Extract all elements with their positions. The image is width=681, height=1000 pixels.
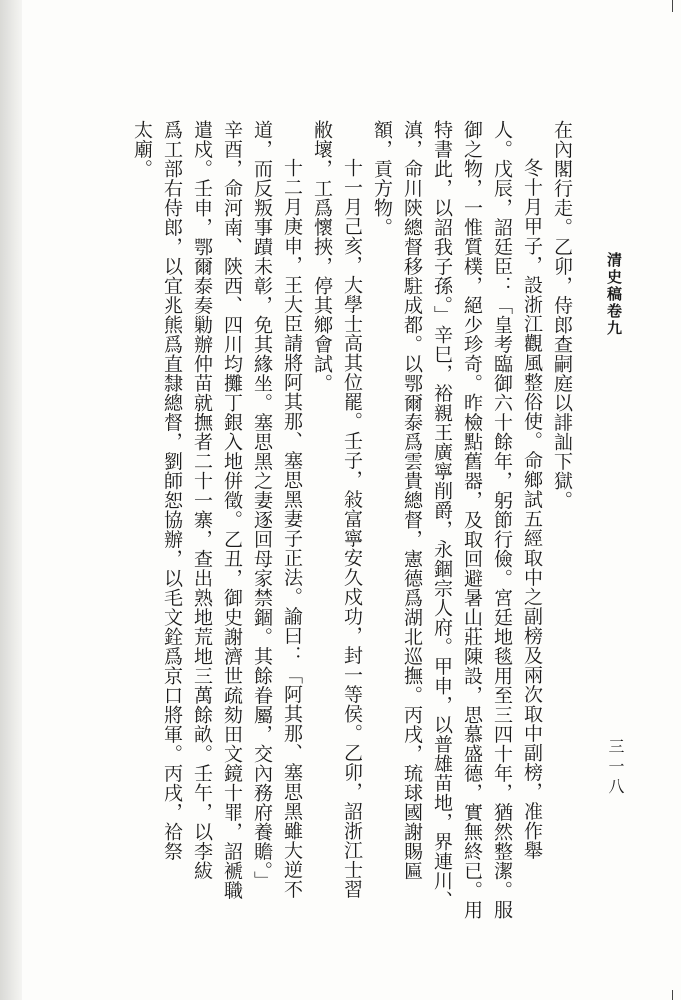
text-column: 十二月庚申，王大臣請將阿其那、塞思黑妻子正法。諭曰：「阿其那、塞思黑雖大逆不 (281, 158, 303, 899)
text-column: 御之物，一惟質樸，絕少珍奇。昨檢點舊器，及取回避暑山莊陳設，思慕盛德，實無終已。用 (461, 120, 483, 920)
page-number: 三一八 (606, 738, 625, 798)
crop-mark-bottom (672, 990, 673, 1000)
text-column: 敝壞，工爲懷挾，停其鄉會試。 (311, 120, 333, 393)
text-column: 道，而反叛事蹟未彰，免其緣坐。塞思黑之妻逐回母家禁錮。其餘眷屬，交內務府養贍。」 (251, 120, 273, 891)
main-text-block (127, 120, 577, 920)
text-column: 辛酉，命河南、陝西、四川均攤丁銀入地併徵。乙丑，御史謝濟世疏劾田文鏡十罪，詔褫職 (221, 120, 243, 900)
crop-mark-top (672, 0, 673, 12)
page-binding-shadow (0, 0, 22, 1000)
text-column: 滇，命川陝總督移駐成都。以鄂爾泰爲雲貴總督，憲德爲湖北巡撫。丙戌，琉球國謝賜匾 (401, 120, 423, 881)
text-column: 遣戍。壬申，鄂爾泰奏勦辦仲苗就撫者二十一寨，查出熟地荒地三萬餘畝。壬午，以李紱 (191, 120, 213, 881)
text-column: 冬十月甲子，設浙江觀風整俗使。命鄉試五經取中之副榜及兩次取中副榜，准作舉 (521, 158, 543, 860)
text-column: 在內閣行走。乙卯，侍郎查嗣庭以誹訕下獄。 (551, 120, 573, 510)
running-title: 清史稿卷九 (605, 252, 623, 337)
text-column: 額，貢方物。 (371, 120, 393, 237)
text-column: 太廟。 (131, 120, 153, 179)
text-column: 人。戊辰，詔廷臣：「皇考臨御六十餘年，躬節行儉。宮廷地毯用至三四十年，猶然整潔。服 (491, 120, 513, 920)
text-column: 特書此，以詔我子孫。」辛巳，裕親王廣寧削爵，永錮宗人府。甲申，以普雄苗地，界連川、 (431, 120, 453, 910)
text-column: 爲工部右侍郎，以宜兆熊爲直隸總督，劉師恕協辦，以毛文銓爲京口將軍。丙戌，祫祭 (161, 120, 183, 861)
text-column: 十一月己亥，大學士高其位罷。壬子，敍富寧安久戍功，封一等侯。乙卯，詔浙江士習 (341, 158, 363, 899)
